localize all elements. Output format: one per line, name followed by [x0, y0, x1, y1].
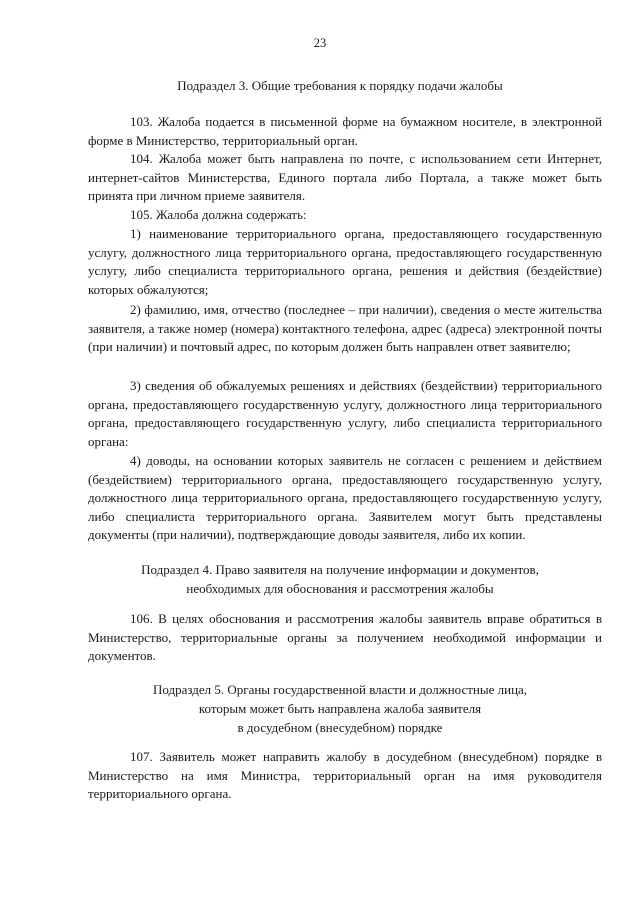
subsection-4-title-line-2: необходимых для обоснования и рассмотрения жалобы	[186, 581, 494, 596]
page-number: 23	[313, 36, 327, 50]
subsection-4-title	[80, 560, 600, 598]
subsection-5-title-line-2: которым может быть направлена жалоба заявителя	[198, 701, 482, 716]
subsection-5-title	[80, 680, 600, 737]
paragraph-106: 106. В целях обоснования и рассмотрения жалобы заявитель вправе обратиться в Министерство, территориальные органы за получением необходимой информации и документов.	[88, 611, 602, 664]
subsection-4-title-line-1: Подраздел 4. Право заявителя на получение информации и документов,	[141, 562, 539, 577]
subsection-5-title-line-1: Подраздел 5. Органы государственной власти и должностные лица,	[152, 682, 528, 697]
paragraph-105: 105. Жалоба должна содержать:	[130, 207, 307, 222]
list-item-3: 3) сведения об обжалуемых решениях и действиях (бездействии) территориального органа, предоставляющего государственную услугу, должностного лица территориального органа, предоставляющего государственную услугу, либо специалиста территориального органа:	[88, 378, 602, 449]
list-item-4: 4) доводы, на основании которых заявитель не согласен с решением и действием (бездействием) территориального органа, предоставляющего государственную услугу, должностного лица территориального органа, предоставляющего государственную услугу, либо специалиста территориального органа. Заявителем могут быть представлены документы (при наличии), подтверждающие доводы заявителя, либо их копии.	[88, 453, 602, 543]
paragraph-107: 107. Заявитель может направить жалобу в досудебном (внесудебном) порядке в Министерство на имя Министра, территориальный орган на имя руководителя территориального органа.	[88, 749, 602, 802]
subsection-5-title-line-3: в досудебном (внесудебном) порядке	[237, 720, 443, 735]
list-item-1: 1) наименование территориального органа, предоставляющего государственную услугу, должностного лица территориального органа, предоставляющего государственную услугу, либо специалиста территориального органа, решения и действия (бездействие) которых обжалуются;	[88, 226, 602, 297]
list-item-2: 2) фамилию, имя, отчество (последнее – при наличии), сведения о месте жительства заявителя, а также номер (номера) контактного телефона, адрес (адреса) электронной почты (при наличии) и почтовый адрес, по которым должен быть направлен ответ заявителю;	[88, 302, 602, 355]
paragraph-104: 104. Жалоба может быть направлена по почте, с использованием сети Интернет, интернет-сайтов Министерства, Единого портала либо Портала, а также может быть принята при личном приеме заявителя.	[88, 151, 602, 204]
subsection-3-title: Подраздел 3. Общие требования к порядку подачи жалобы	[177, 78, 503, 93]
paragraph-103: 103. Жалоба подается в письменной форме на бумажном носителе, в электронной форме в Министерство, территориальный орган.	[88, 114, 602, 148]
